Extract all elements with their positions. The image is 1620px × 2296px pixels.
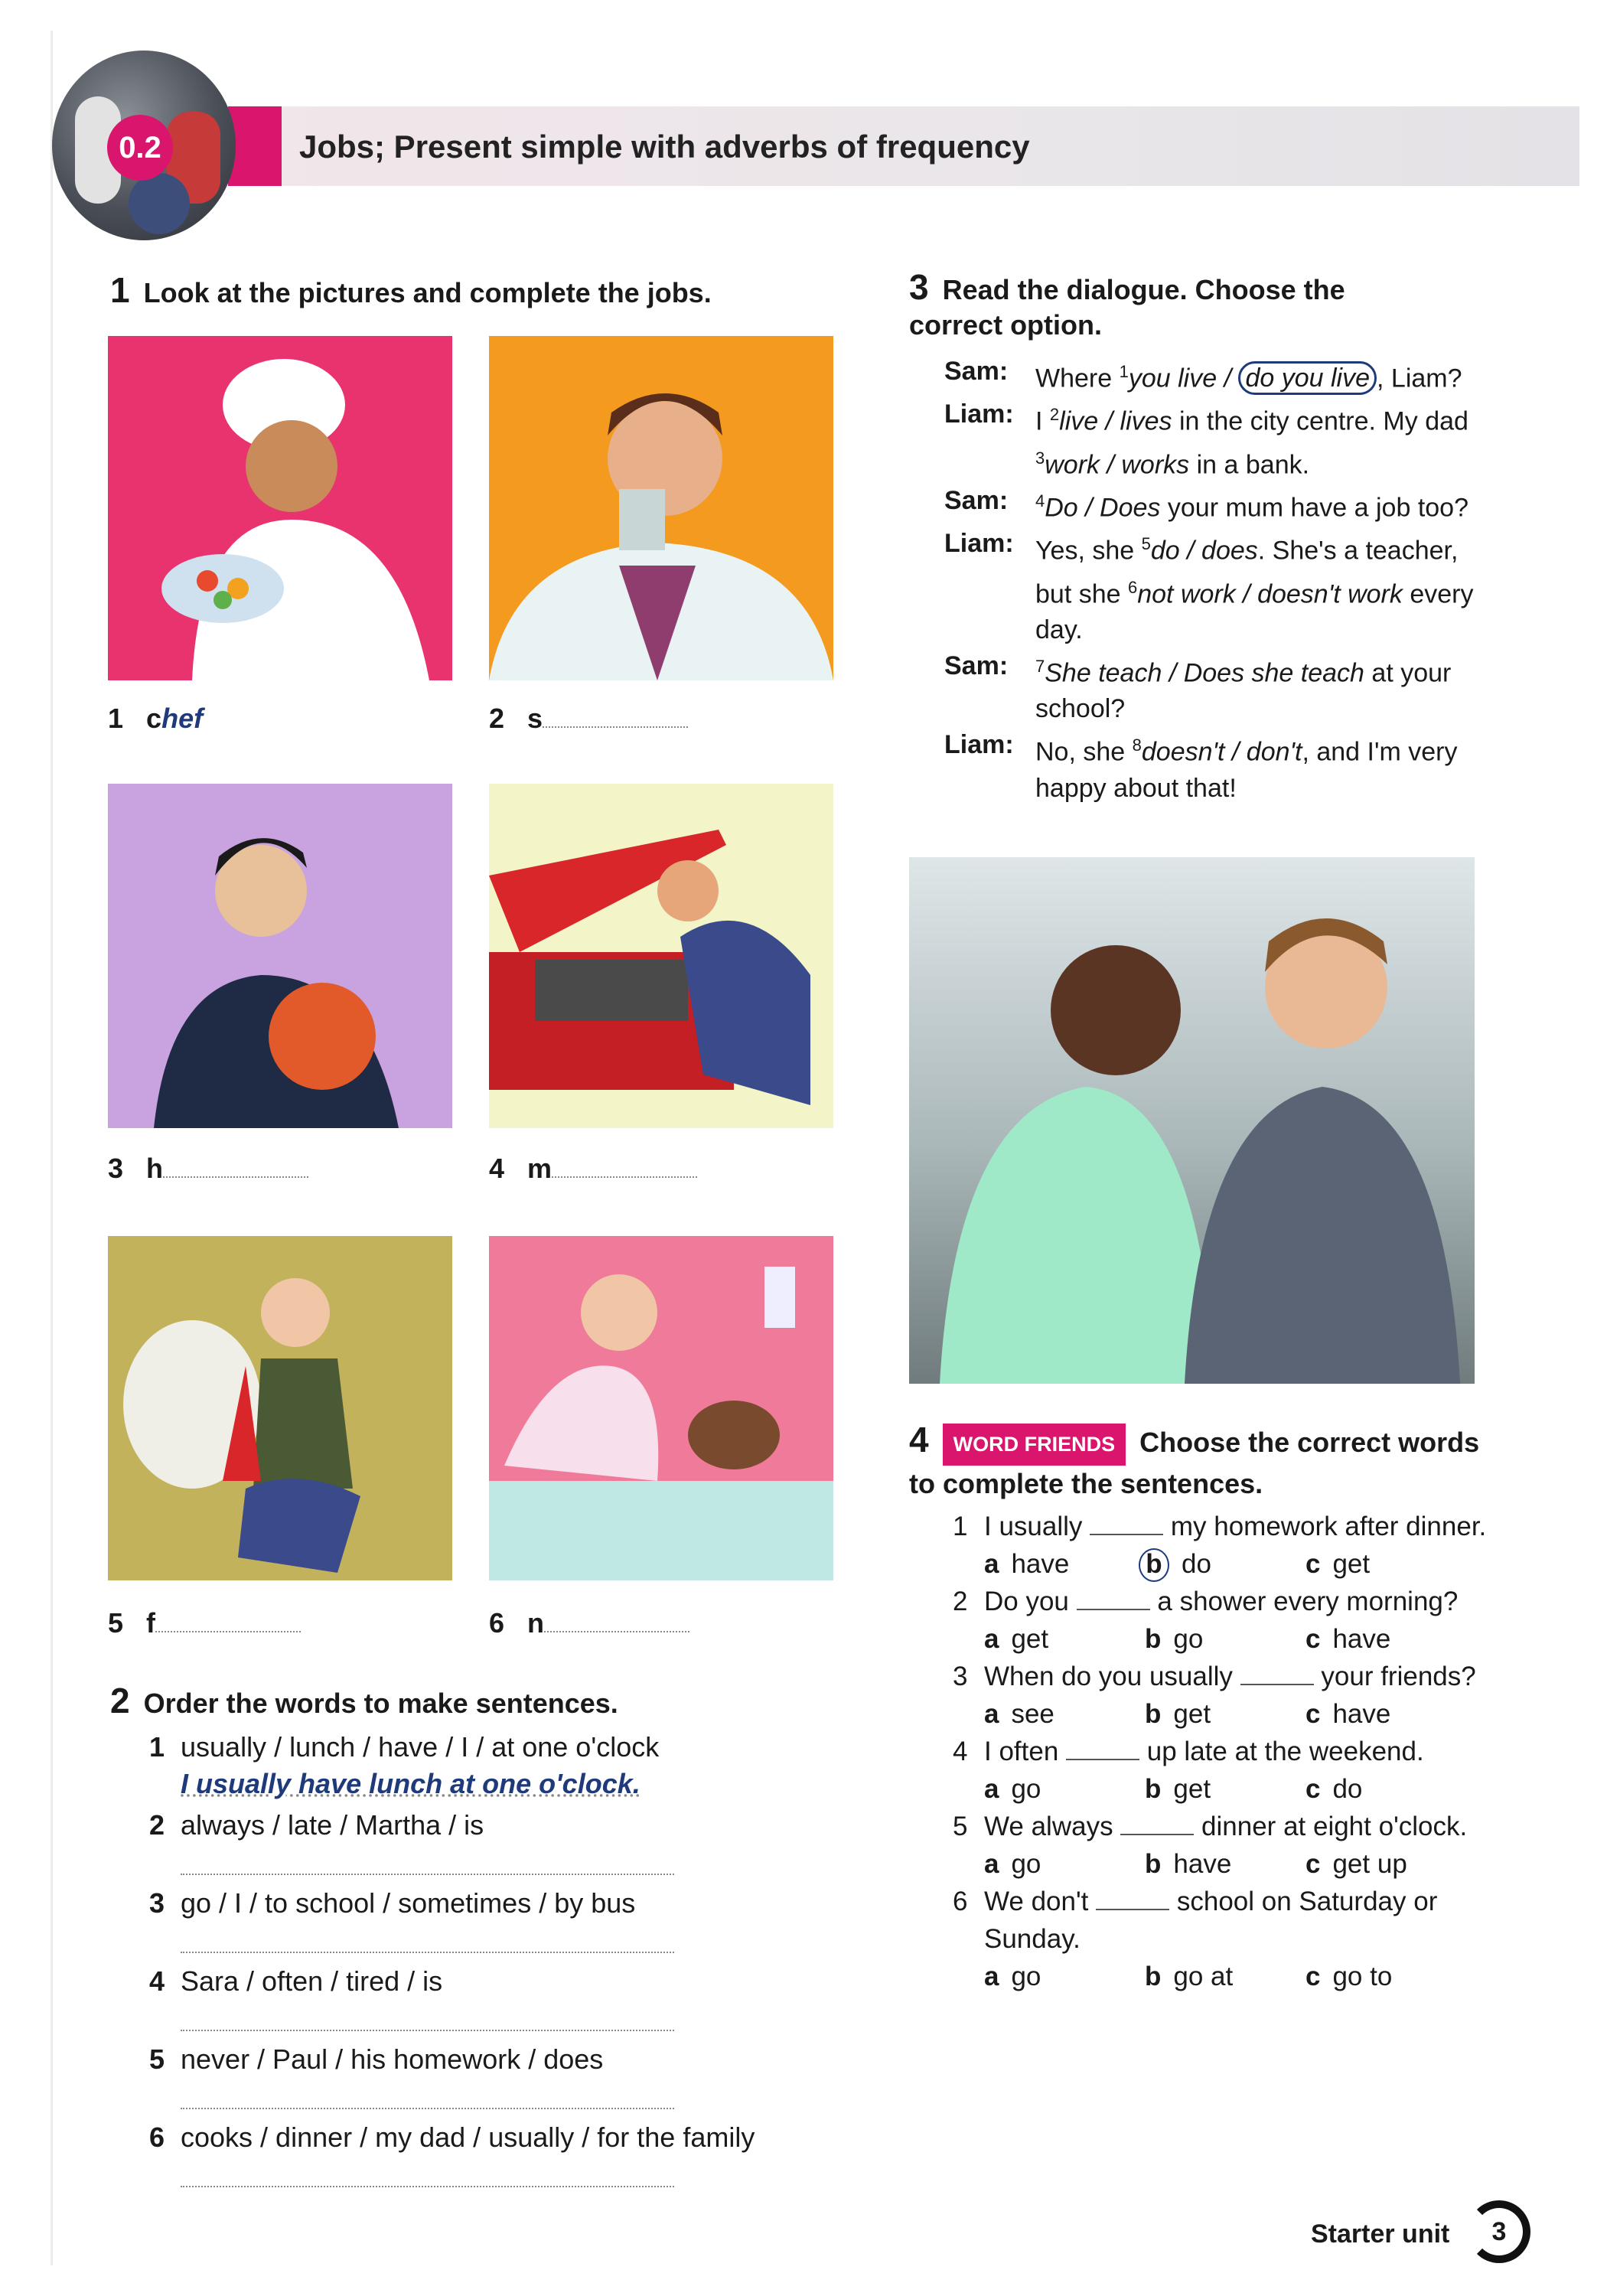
option-letter: a: [984, 1774, 999, 1804]
option-letter: b: [1145, 1624, 1162, 1654]
ex1-heading: [110, 269, 712, 311]
gap-number: 2: [1049, 405, 1060, 425]
gap-number: 6: [1127, 577, 1138, 597]
option-choice[interactable]: doesn't / don't: [1141, 737, 1302, 767]
option-letter: a: [984, 1624, 999, 1654]
dialogue-turn: [944, 483, 1480, 526]
option-word: have: [1332, 1624, 1391, 1654]
text: in the city centre. My dad: [1172, 406, 1468, 436]
option-word: go: [1173, 1624, 1204, 1654]
option-letter: a: [984, 1549, 999, 1579]
question-number: 5: [953, 1812, 968, 1841]
answer-line[interactable]: [181, 2108, 674, 2109]
ex4-number: 4: [909, 1420, 929, 1459]
ex1-item-1: 1 chef: [108, 703, 204, 734]
question-text: When do you usually: [984, 1662, 1233, 1691]
ex2-item: 5 never / Paul / his homework / does: [149, 2043, 838, 2122]
ex4-instruction: Choose the correct words to complete the sentences.: [909, 1427, 1480, 1499]
answer-blank[interactable]: [1066, 1737, 1139, 1760]
text: in a bank.: [1189, 449, 1310, 479]
answer-blank: [543, 703, 688, 728]
dialogue-turn: [944, 526, 1480, 648]
option-word: get: [1173, 1774, 1211, 1804]
option[interactable]: [1145, 1958, 1305, 1995]
option-choice[interactable]: She teach / Does she teach: [1045, 658, 1364, 688]
option[interactable]: [984, 1845, 1145, 1883]
text: at your school?: [1035, 658, 1452, 724]
ex3-number: 3: [909, 267, 929, 307]
option-word: do: [1332, 1774, 1363, 1804]
dialogue-text: [1035, 526, 1480, 648]
answer-blank: [155, 1608, 301, 1632]
speaker: Sam:: [944, 357, 1009, 386]
question-text: my homework after dinner.: [1170, 1512, 1487, 1541]
option-word: have: [1332, 1699, 1391, 1729]
dialogue: [944, 354, 1480, 807]
option-word: go: [1011, 1962, 1041, 1991]
ex2-instruction: Order the words to make sentences.: [143, 1688, 618, 1719]
gap-number: 5: [1141, 534, 1151, 554]
option-word: go to: [1332, 1962, 1393, 1991]
ex4-question: [953, 1583, 1488, 1658]
option[interactable]: [1305, 1845, 1407, 1883]
options: [984, 1620, 1488, 1658]
option-letter: b: [1145, 1849, 1162, 1879]
dialogue-text: [1035, 483, 1480, 526]
option[interactable]: [984, 1545, 1145, 1583]
speaker: Liam:: [944, 730, 1014, 760]
option-letter: c: [1305, 1849, 1321, 1879]
ex2-item: 1 usually / lunch / have / I / at one o'clock I usually have lunch at one o'clock.: [149, 1731, 660, 1799]
option-choice[interactable]: not work / doesn't work: [1137, 579, 1403, 608]
ex2-item: 2 always / late / Martha / is: [149, 1809, 838, 1887]
option-letter: a: [984, 1849, 999, 1879]
ex1-item-6[interactable]: 6 n: [489, 1607, 689, 1639]
option[interactable]: [1305, 1770, 1362, 1808]
gap-number: 4: [1035, 491, 1045, 510]
picture-nurse: [489, 1236, 833, 1580]
option[interactable]: [1145, 1845, 1305, 1883]
question-text: a shower every morning?: [1157, 1587, 1459, 1616]
option-choice-selected[interactable]: do you live: [1238, 361, 1377, 395]
options: [984, 1770, 1488, 1808]
ex2-item: 4 Sara / often / tired / is: [149, 1965, 838, 2043]
speaker: Sam:: [944, 651, 1009, 680]
option-letter: b: [1145, 1774, 1162, 1804]
ex1-item-3[interactable]: 3 h: [108, 1153, 308, 1185]
option-choice[interactable]: work / works: [1045, 449, 1190, 479]
question-text: I often: [984, 1737, 1059, 1766]
ex3-heading: [909, 269, 1445, 343]
dialogue-turn: [944, 648, 1480, 727]
option[interactable]: [1305, 1958, 1392, 1995]
answer-blank[interactable]: [1120, 1812, 1194, 1835]
picture-hairdresser: [108, 784, 452, 1128]
gap-number: 1: [1119, 362, 1129, 381]
option-letter: a: [984, 1699, 999, 1729]
word-friends-badge: WORD FRIENDS: [943, 1424, 1126, 1466]
dialogue-turn: [944, 354, 1480, 396]
footer-unit-label: Starter unit: [1311, 2219, 1450, 2249]
photo-two-boys: [909, 857, 1475, 1384]
dialogue-turn: [944, 727, 1480, 806]
question-text: Do you: [984, 1587, 1069, 1616]
text: , Liam?: [1377, 364, 1462, 393]
option[interactable]: [1145, 1770, 1305, 1808]
option-choice[interactable]: live / lives: [1059, 406, 1172, 436]
option-letter: b: [1145, 1699, 1162, 1729]
option-word: go: [1011, 1849, 1041, 1879]
option-letter: b: [1145, 1962, 1162, 1991]
answer-line[interactable]: [181, 1952, 674, 1953]
answer-line[interactable]: [181, 2030, 674, 2031]
gap-number: 8: [1132, 735, 1142, 755]
option-word: go at: [1173, 1962, 1234, 1991]
option-word: get: [1332, 1549, 1371, 1579]
picture-farmer: [108, 1236, 452, 1580]
answer-blank: [544, 1608, 689, 1632]
question-text: I usually: [984, 1512, 1083, 1541]
option[interactable]: [984, 1770, 1145, 1808]
question-text: We don't: [984, 1887, 1089, 1916]
ex4-question: [953, 1808, 1488, 1883]
text: Yes, she: [1035, 536, 1142, 566]
ex4-list: [953, 1508, 1488, 1995]
option-letter: a: [984, 1962, 999, 1991]
question-text: up late at the weekend.: [1146, 1737, 1424, 1766]
ex4-question: [953, 1508, 1488, 1583]
speaker: Liam:: [944, 400, 1014, 429]
option-letter-circled: b: [1139, 1548, 1169, 1582]
ex4-question: [953, 1733, 1488, 1808]
option-choice[interactable]: you live /: [1128, 364, 1239, 393]
question-number: 1: [953, 1512, 968, 1541]
answer-blank: [552, 1153, 697, 1178]
ex1-number: 1: [110, 270, 130, 310]
text: your mum have a job too?: [1160, 493, 1468, 523]
text: every day.: [1035, 579, 1474, 644]
dialogue-text: [1035, 354, 1480, 396]
ex1-item-4[interactable]: 4 m: [489, 1153, 697, 1185]
option[interactable]: [984, 1695, 1145, 1733]
option[interactable]: [984, 1958, 1145, 1995]
ex4-question: [953, 1658, 1488, 1733]
gap-number: 7: [1035, 656, 1045, 676]
option[interactable]: [1145, 1620, 1305, 1658]
text: . She's a teacher, but she: [1035, 536, 1459, 608]
picture-mechanic: [489, 784, 833, 1128]
question-text: We always: [984, 1812, 1113, 1841]
dialogue-turn: [944, 396, 1480, 483]
option[interactable]: [984, 1620, 1145, 1658]
options: [984, 1845, 1488, 1883]
text: , and I'm very happy about that!: [1035, 737, 1458, 803]
page-spine: [51, 31, 53, 2265]
text: I: [1035, 406, 1050, 436]
speaker: Liam:: [944, 529, 1014, 559]
page-title: Jobs; Present simple with adverbs of frequency: [299, 129, 1030, 165]
option[interactable]: [1145, 1695, 1305, 1733]
question-text: school on Saturday or Sunday.: [984, 1887, 1438, 1954]
question-text: your friends?: [1321, 1662, 1476, 1691]
answer-line[interactable]: [181, 1874, 674, 1875]
ex2-list: [149, 1731, 838, 2200]
option-word: get up: [1332, 1849, 1407, 1879]
ex4-question: [953, 1883, 1488, 1995]
answer-blank[interactable]: [1090, 1512, 1163, 1535]
ex1-answer-1: hef: [161, 703, 204, 734]
page-number: 3: [1468, 2200, 1530, 2263]
option-choice[interactable]: Do / Does: [1045, 493, 1161, 523]
ex2-item: 3 go / I / to school / sometimes / by bus: [149, 1887, 838, 1965]
option[interactable]: [1145, 1545, 1305, 1583]
answer-blank[interactable]: [1077, 1587, 1150, 1610]
option[interactable]: [1305, 1620, 1390, 1658]
answer-blank[interactable]: [1096, 1887, 1169, 1910]
ex2-answer: I usually have lunch at one o'clock.: [181, 1768, 641, 1799]
ex2-number: 2: [110, 1681, 130, 1720]
answer-line[interactable]: [181, 2186, 674, 2187]
options: [984, 1545, 1488, 1583]
dialogue-text: [1035, 648, 1480, 727]
option-letter: c: [1305, 1699, 1321, 1729]
dialogue-text: [1035, 727, 1480, 806]
option-word: do: [1182, 1549, 1211, 1579]
answer-blank: [163, 1153, 308, 1178]
unit-badge: 0.2: [107, 115, 173, 181]
option-word: get: [1011, 1624, 1049, 1654]
ex2-item: 6 cooks / dinner / my dad / usually / for the family: [149, 2122, 838, 2200]
answer-blank[interactable]: [1240, 1662, 1314, 1685]
dialogue-text: [1035, 396, 1480, 483]
option-letter: c: [1305, 1962, 1321, 1991]
option[interactable]: [1305, 1695, 1390, 1733]
option-word: go: [1011, 1774, 1041, 1804]
ex2-heading: [110, 1680, 618, 1721]
question-number: 3: [953, 1662, 968, 1691]
option-word: have: [1173, 1849, 1232, 1879]
ex1-item-2[interactable]: 2 s: [489, 703, 688, 735]
ex4-heading: [909, 1422, 1491, 1502]
gap-number: 3: [1035, 448, 1045, 468]
option-word: see: [1011, 1699, 1054, 1729]
speaker: Sam:: [944, 485, 1009, 515]
option-letter: c: [1305, 1774, 1321, 1804]
question-number: 6: [953, 1887, 968, 1916]
text: Where: [1035, 364, 1120, 393]
picture-chef: [108, 336, 452, 680]
question-number: 2: [953, 1587, 968, 1616]
picture-scientist: [489, 336, 833, 680]
option-letter: c: [1305, 1549, 1321, 1579]
option-word: get: [1173, 1699, 1211, 1729]
ex1-item-5[interactable]: 5 f: [108, 1607, 301, 1639]
option-word: have: [1011, 1549, 1070, 1579]
question-text: dinner at eight o'clock.: [1201, 1812, 1468, 1841]
header-accent: [228, 106, 282, 186]
options: [984, 1695, 1488, 1733]
option-choice[interactable]: do / does: [1150, 536, 1258, 566]
options: [984, 1958, 1488, 1995]
ex3-instruction: Read the dialogue. Choose the correct option.: [909, 274, 1345, 341]
text: No, she: [1035, 737, 1133, 767]
question-number: 4: [953, 1737, 968, 1766]
option-letter: c: [1305, 1624, 1321, 1654]
option[interactable]: [1305, 1545, 1370, 1583]
ex1-instruction: Look at the pictures and complete the jobs.: [143, 277, 712, 308]
